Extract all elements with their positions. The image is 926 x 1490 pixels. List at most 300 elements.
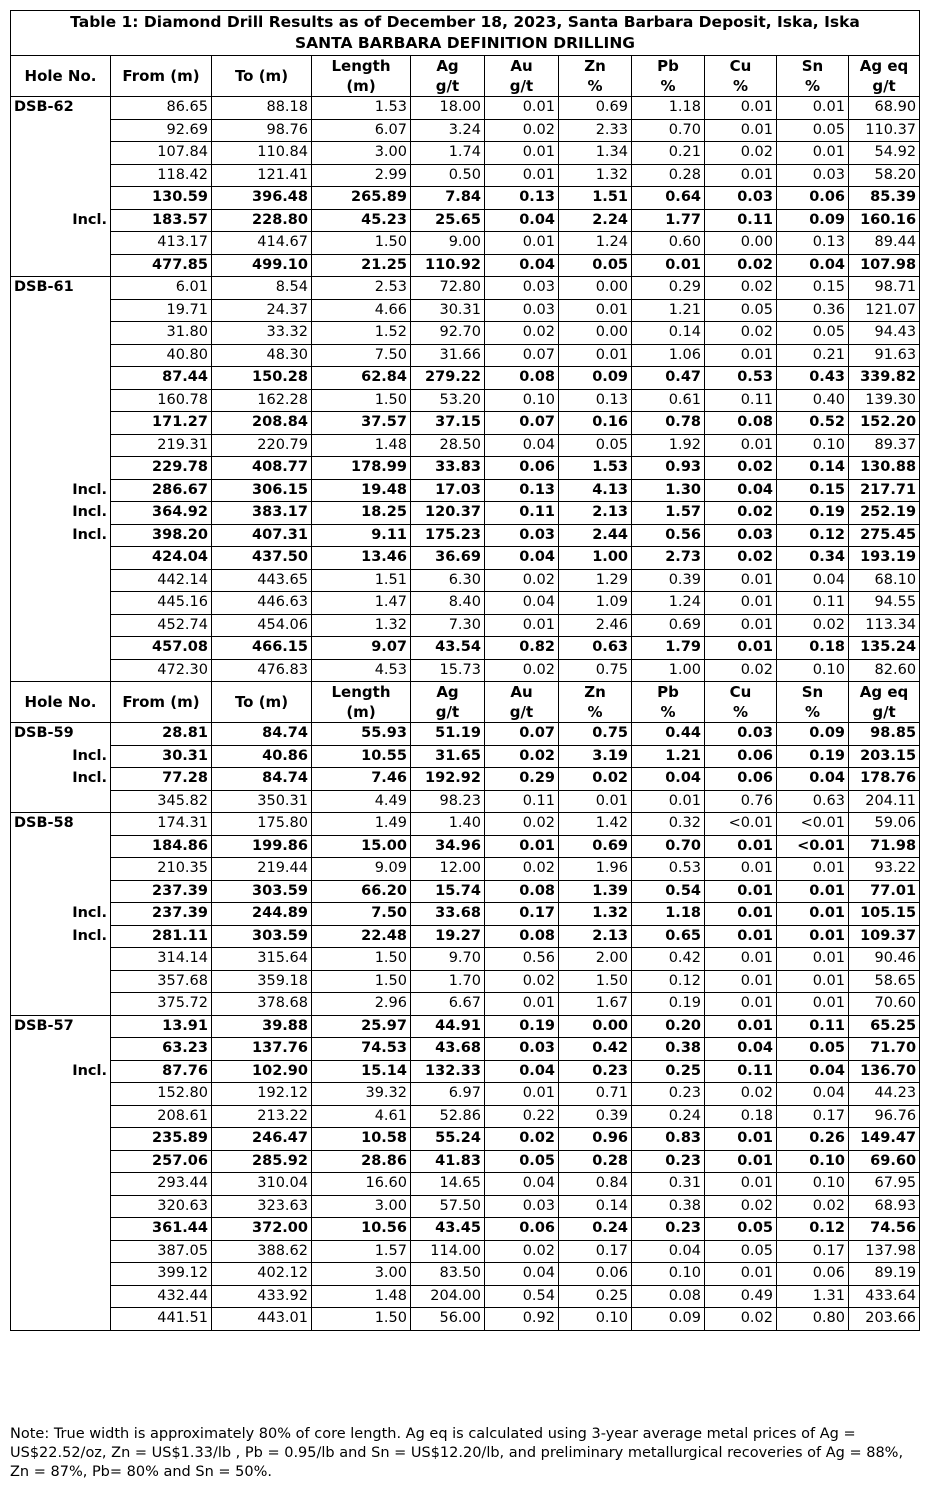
table-row xyxy=(11,569,920,592)
cu-cell: 0.05 xyxy=(705,1218,777,1241)
sn-cell: 0.03 xyxy=(777,164,849,187)
ag-eq-cell: 93.22 xyxy=(849,858,920,881)
length-cell: 1.53 xyxy=(312,97,411,120)
from-cell: 357.68 xyxy=(111,970,212,993)
hole-no-cell xyxy=(11,1263,111,1286)
zn-cell: 0.02 xyxy=(559,768,632,791)
to-cell: 244.89 xyxy=(212,903,312,926)
header-element: Sn xyxy=(777,682,849,703)
ag-eq-cell: 275.45 xyxy=(849,524,920,547)
hole-no-cell: DSB-59 xyxy=(11,723,111,746)
ag-eq-cell: 109.37 xyxy=(849,925,920,948)
from-cell: 183.57 xyxy=(111,209,212,232)
to-cell: 84.74 xyxy=(212,723,312,746)
table-row xyxy=(11,880,920,903)
pb-cell: 1.77 xyxy=(632,209,705,232)
zn-cell: 0.00 xyxy=(559,1015,632,1038)
au-cell: 0.06 xyxy=(485,1218,559,1241)
au-cell: 0.03 xyxy=(485,277,559,300)
length-cell: 4.61 xyxy=(312,1105,411,1128)
zn-cell: 0.75 xyxy=(559,659,632,682)
length-cell: 22.48 xyxy=(312,925,411,948)
header-element: Sn xyxy=(777,56,849,77)
cu-cell: 0.02 xyxy=(705,277,777,300)
cu-cell: 0.03 xyxy=(705,524,777,547)
au-cell: 0.04 xyxy=(485,1060,559,1083)
ag-cell: 1.70 xyxy=(411,970,485,993)
sn-cell: 0.21 xyxy=(777,344,849,367)
from-cell: 30.31 xyxy=(111,745,212,768)
table-row xyxy=(11,1038,920,1061)
ag-eq-cell: 54.92 xyxy=(849,142,920,165)
au-cell: 0.11 xyxy=(485,790,559,813)
au-cell: 0.07 xyxy=(485,344,559,367)
hole-no-cell xyxy=(11,232,111,255)
from-cell: 432.44 xyxy=(111,1285,212,1308)
cu-cell: 0.03 xyxy=(705,187,777,210)
zn-cell: 0.00 xyxy=(559,277,632,300)
ag-eq-cell: 217.71 xyxy=(849,479,920,502)
pb-cell: 0.93 xyxy=(632,457,705,480)
cu-cell: 0.02 xyxy=(705,322,777,345)
to-cell: 372.00 xyxy=(212,1218,312,1241)
ag-cell: 6.97 xyxy=(411,1083,485,1106)
cu-cell: 0.08 xyxy=(705,412,777,435)
table-row xyxy=(11,813,920,836)
cu-cell: 0.01 xyxy=(705,993,777,1016)
to-cell: 84.74 xyxy=(212,768,312,791)
to-cell: 121.41 xyxy=(212,164,312,187)
ag-eq-cell: 91.63 xyxy=(849,344,920,367)
header-unit: g/t xyxy=(849,702,920,723)
table-row xyxy=(11,1263,920,1286)
zn-cell: 0.42 xyxy=(559,1038,632,1061)
zn-cell: 2.46 xyxy=(559,614,632,637)
au-cell: 0.08 xyxy=(485,367,559,390)
length-cell: 265.89 xyxy=(312,187,411,210)
au-cell: 0.01 xyxy=(485,993,559,1016)
to-cell: 437.50 xyxy=(212,547,312,570)
pb-cell: 0.09 xyxy=(632,1308,705,1331)
zn-cell: 0.75 xyxy=(559,723,632,746)
hole-no-cell xyxy=(11,948,111,971)
table-row xyxy=(11,367,920,390)
to-cell: 137.76 xyxy=(212,1038,312,1061)
table-row xyxy=(11,232,920,255)
hole-no-cell xyxy=(11,993,111,1016)
au-cell: 0.08 xyxy=(485,925,559,948)
pb-cell: 0.10 xyxy=(632,1263,705,1286)
hole-no-cell xyxy=(11,389,111,412)
from-cell: 229.78 xyxy=(111,457,212,480)
au-cell: 0.04 xyxy=(485,1173,559,1196)
sn-cell: 0.34 xyxy=(777,547,849,570)
from-cell: 441.51 xyxy=(111,1308,212,1331)
cu-cell: 0.01 xyxy=(705,614,777,637)
ag-cell: 110.92 xyxy=(411,254,485,277)
header-to: To (m) xyxy=(212,56,312,97)
ag-cell: 31.65 xyxy=(411,745,485,768)
ag-eq-cell: 98.85 xyxy=(849,723,920,746)
ag-cell: 41.83 xyxy=(411,1150,485,1173)
to-cell: 192.12 xyxy=(212,1083,312,1106)
from-cell: 237.39 xyxy=(111,903,212,926)
zn-cell: 2.13 xyxy=(559,925,632,948)
header-row xyxy=(11,56,920,77)
length-cell: 66.20 xyxy=(312,880,411,903)
cu-cell: 0.01 xyxy=(705,1173,777,1196)
pb-cell: 0.42 xyxy=(632,948,705,971)
zn-cell: 0.24 xyxy=(559,1218,632,1241)
header-length xyxy=(312,56,411,97)
au-cell: 0.04 xyxy=(485,592,559,615)
cu-cell: 0.02 xyxy=(705,659,777,682)
ag-eq-cell: 135.24 xyxy=(849,637,920,660)
ag-eq-cell: 77.01 xyxy=(849,880,920,903)
hole-no-cell: Incl. xyxy=(11,925,111,948)
zn-cell: 1.39 xyxy=(559,880,632,903)
table-row xyxy=(11,479,920,502)
table-row xyxy=(11,322,920,345)
sn-cell: 0.17 xyxy=(777,1240,849,1263)
ag-cell: 7.30 xyxy=(411,614,485,637)
hole-no-cell xyxy=(11,569,111,592)
au-cell: 0.05 xyxy=(485,1150,559,1173)
header-from: From (m) xyxy=(111,682,212,723)
au-cell: 0.02 xyxy=(485,1128,559,1151)
table-row xyxy=(11,1015,920,1038)
zn-cell: 1.32 xyxy=(559,164,632,187)
sn-cell: 0.05 xyxy=(777,1038,849,1061)
pb-cell: 0.38 xyxy=(632,1195,705,1218)
to-cell: 8.54 xyxy=(212,277,312,300)
ag-cell: 98.23 xyxy=(411,790,485,813)
pb-cell: 0.04 xyxy=(632,1240,705,1263)
hole-no-cell xyxy=(11,1150,111,1173)
pb-cell: 0.38 xyxy=(632,1038,705,1061)
to-cell: 350.31 xyxy=(212,790,312,813)
drill-results-table-container xyxy=(10,10,919,1331)
length-cell: 1.32 xyxy=(312,614,411,637)
header-unit: % xyxy=(705,702,777,723)
to-cell: 443.65 xyxy=(212,569,312,592)
zn-cell: 0.69 xyxy=(559,97,632,120)
zn-cell: 0.01 xyxy=(559,790,632,813)
pb-cell: 0.65 xyxy=(632,925,705,948)
length-cell: 4.49 xyxy=(312,790,411,813)
pb-cell: 0.31 xyxy=(632,1173,705,1196)
sn-cell: 0.19 xyxy=(777,502,849,525)
sn-cell: 0.05 xyxy=(777,119,849,142)
from-cell: 375.72 xyxy=(111,993,212,1016)
header-element: Cu xyxy=(705,682,777,703)
zn-cell: 2.00 xyxy=(559,948,632,971)
from-cell: 31.80 xyxy=(111,322,212,345)
au-cell: 0.56 xyxy=(485,948,559,971)
header-element: Zn xyxy=(559,682,632,703)
pb-cell: 1.21 xyxy=(632,745,705,768)
length-cell: 39.32 xyxy=(312,1083,411,1106)
au-cell: 0.07 xyxy=(485,723,559,746)
table-row xyxy=(11,858,920,881)
header-element: Ag eq xyxy=(849,682,920,703)
length-cell: 4.66 xyxy=(312,299,411,322)
pb-cell: 1.24 xyxy=(632,592,705,615)
au-cell: 0.07 xyxy=(485,412,559,435)
sn-cell: 0.06 xyxy=(777,187,849,210)
pb-cell: 1.92 xyxy=(632,434,705,457)
length-cell: 19.48 xyxy=(312,479,411,502)
header-element: Au xyxy=(485,682,559,703)
hole-no-cell xyxy=(11,367,111,390)
pb-cell: 0.24 xyxy=(632,1105,705,1128)
sn-cell: 0.13 xyxy=(777,232,849,255)
from-cell: 361.44 xyxy=(111,1218,212,1241)
ag-eq-cell: 96.76 xyxy=(849,1105,920,1128)
ag-cell: 53.20 xyxy=(411,389,485,412)
cu-cell: 0.02 xyxy=(705,457,777,480)
cu-cell: 0.01 xyxy=(705,880,777,903)
ag-eq-cell: 58.65 xyxy=(849,970,920,993)
from-cell: 87.76 xyxy=(111,1060,212,1083)
from-cell: 286.67 xyxy=(111,479,212,502)
header-element: Zn xyxy=(559,56,632,77)
from-cell: 442.14 xyxy=(111,569,212,592)
ag-cell: 33.68 xyxy=(411,903,485,926)
ag-cell: 92.70 xyxy=(411,322,485,345)
hole-no-cell: DSB-57 xyxy=(11,1015,111,1038)
hole-no-cell: Incl. xyxy=(11,502,111,525)
au-cell: 0.03 xyxy=(485,1038,559,1061)
to-cell: 102.90 xyxy=(212,1060,312,1083)
hole-no-cell xyxy=(11,1173,111,1196)
ag-eq-cell: 71.70 xyxy=(849,1038,920,1061)
ag-eq-cell: 105.15 xyxy=(849,903,920,926)
hole-no-cell xyxy=(11,119,111,142)
au-cell: 0.19 xyxy=(485,1015,559,1038)
from-cell: 445.16 xyxy=(111,592,212,615)
table-title-line2: SANTA BARBARA DEFINITION DRILLING xyxy=(295,34,636,52)
sn-cell: <0.01 xyxy=(777,835,849,858)
table-row xyxy=(11,457,920,480)
cu-cell: 0.01 xyxy=(705,119,777,142)
from-cell: 40.80 xyxy=(111,344,212,367)
ag-cell: 34.96 xyxy=(411,835,485,858)
ag-eq-cell: 44.23 xyxy=(849,1083,920,1106)
hole-no-cell: Incl. xyxy=(11,903,111,926)
to-cell: 414.67 xyxy=(212,232,312,255)
from-cell: 399.12 xyxy=(111,1263,212,1286)
ag-cell: 52.86 xyxy=(411,1105,485,1128)
table-row xyxy=(11,119,920,142)
to-cell: 285.92 xyxy=(212,1150,312,1173)
header-element: Au xyxy=(485,56,559,77)
pb-cell: 0.53 xyxy=(632,858,705,881)
zn-cell: 0.01 xyxy=(559,299,632,322)
cu-cell: 0.01 xyxy=(705,858,777,881)
au-cell: 0.04 xyxy=(485,254,559,277)
ag-eq-cell: 139.30 xyxy=(849,389,920,412)
hole-no-cell xyxy=(11,1240,111,1263)
hole-no-cell xyxy=(11,637,111,660)
length-cell: 9.11 xyxy=(312,524,411,547)
hole-no-cell xyxy=(11,835,111,858)
to-cell: 315.64 xyxy=(212,948,312,971)
sn-cell: 0.18 xyxy=(777,637,849,660)
ag-cell: 72.80 xyxy=(411,277,485,300)
cu-cell: <0.01 xyxy=(705,813,777,836)
sn-cell: 0.01 xyxy=(777,142,849,165)
to-cell: 39.88 xyxy=(212,1015,312,1038)
length-cell: 25.97 xyxy=(312,1015,411,1038)
to-cell: 162.28 xyxy=(212,389,312,412)
ag-cell: 7.84 xyxy=(411,187,485,210)
hole-no-cell: Incl. xyxy=(11,1060,111,1083)
cu-cell: 0.01 xyxy=(705,344,777,367)
pb-cell: 1.18 xyxy=(632,97,705,120)
length-cell: 62.84 xyxy=(312,367,411,390)
table-row xyxy=(11,97,920,120)
zn-cell: 0.10 xyxy=(559,1308,632,1331)
ag-eq-cell: 252.19 xyxy=(849,502,920,525)
from-cell: 424.04 xyxy=(111,547,212,570)
from-cell: 160.78 xyxy=(111,389,212,412)
length-cell: 1.47 xyxy=(312,592,411,615)
au-cell: 0.82 xyxy=(485,637,559,660)
ag-cell: 279.22 xyxy=(411,367,485,390)
ag-eq-cell: 58.20 xyxy=(849,164,920,187)
ag-eq-cell: 67.95 xyxy=(849,1173,920,1196)
from-cell: 92.69 xyxy=(111,119,212,142)
sn-cell: 0.02 xyxy=(777,1195,849,1218)
ag-cell: 44.91 xyxy=(411,1015,485,1038)
hole-no-cell xyxy=(11,254,111,277)
ag-cell: 1.74 xyxy=(411,142,485,165)
au-cell: 0.04 xyxy=(485,434,559,457)
to-cell: 446.63 xyxy=(212,592,312,615)
from-cell: 6.01 xyxy=(111,277,212,300)
ag-cell: 57.50 xyxy=(411,1195,485,1218)
to-cell: 40.86 xyxy=(212,745,312,768)
sn-cell: 0.01 xyxy=(777,970,849,993)
pb-cell: 0.19 xyxy=(632,993,705,1016)
pb-cell: 0.32 xyxy=(632,813,705,836)
hole-no-cell xyxy=(11,299,111,322)
header-unit: g/t xyxy=(485,76,559,97)
zn-cell: 0.14 xyxy=(559,1195,632,1218)
from-cell: 208.61 xyxy=(111,1105,212,1128)
zn-cell: 2.44 xyxy=(559,524,632,547)
from-cell: 152.80 xyxy=(111,1083,212,1106)
table-row xyxy=(11,970,920,993)
au-cell: 0.22 xyxy=(485,1105,559,1128)
zn-cell: 0.63 xyxy=(559,637,632,660)
to-cell: 402.12 xyxy=(212,1263,312,1286)
length-cell: 37.57 xyxy=(312,412,411,435)
length-cell: 9.07 xyxy=(312,637,411,660)
au-cell: 0.02 xyxy=(485,659,559,682)
sn-cell: 0.63 xyxy=(777,790,849,813)
sn-cell: 0.10 xyxy=(777,434,849,457)
to-cell: 388.62 xyxy=(212,1240,312,1263)
au-cell: 0.02 xyxy=(485,745,559,768)
ag-eq-cell: 136.70 xyxy=(849,1060,920,1083)
pb-cell: 0.70 xyxy=(632,835,705,858)
header-unit: % xyxy=(559,702,632,723)
ag-eq-cell: 94.43 xyxy=(849,322,920,345)
au-cell: 0.01 xyxy=(485,97,559,120)
table-row xyxy=(11,1083,920,1106)
cu-cell: 0.05 xyxy=(705,1240,777,1263)
to-cell: 396.48 xyxy=(212,187,312,210)
cu-cell: 0.02 xyxy=(705,547,777,570)
sn-cell: 0.01 xyxy=(777,993,849,1016)
length-cell: 16.60 xyxy=(312,1173,411,1196)
sn-cell: 0.01 xyxy=(777,880,849,903)
hole-no-cell xyxy=(11,1285,111,1308)
sn-cell: 0.11 xyxy=(777,592,849,615)
zn-cell: 0.69 xyxy=(559,835,632,858)
pb-cell: 0.60 xyxy=(632,232,705,255)
ag-cell: 8.40 xyxy=(411,592,485,615)
header-unit: % xyxy=(559,76,632,97)
hole-no-cell xyxy=(11,880,111,903)
au-cell: 0.11 xyxy=(485,502,559,525)
au-cell: 0.54 xyxy=(485,1285,559,1308)
table-row xyxy=(11,745,920,768)
cu-cell: 0.11 xyxy=(705,1060,777,1083)
length-cell: 2.96 xyxy=(312,993,411,1016)
to-cell: 359.18 xyxy=(212,970,312,993)
pb-cell: 1.06 xyxy=(632,344,705,367)
from-cell: 314.14 xyxy=(111,948,212,971)
au-cell: 0.01 xyxy=(485,1083,559,1106)
to-cell: 303.59 xyxy=(212,925,312,948)
length-cell: 4.53 xyxy=(312,659,411,682)
to-cell: 378.68 xyxy=(212,993,312,1016)
ag-cell: 204.00 xyxy=(411,1285,485,1308)
length-cell: 21.25 xyxy=(312,254,411,277)
from-cell: 345.82 xyxy=(111,790,212,813)
ag-cell: 132.33 xyxy=(411,1060,485,1083)
to-cell: 306.15 xyxy=(212,479,312,502)
ag-eq-cell: 137.98 xyxy=(849,1240,920,1263)
length-cell: 45.23 xyxy=(312,209,411,232)
to-cell: 310.04 xyxy=(212,1173,312,1196)
hole-no-cell: Incl. xyxy=(11,745,111,768)
au-cell: 0.02 xyxy=(485,970,559,993)
ag-eq-cell: 110.37 xyxy=(849,119,920,142)
length-cell: 1.48 xyxy=(312,1285,411,1308)
au-cell: 0.06 xyxy=(485,457,559,480)
table-row xyxy=(11,209,920,232)
pb-cell: 0.28 xyxy=(632,164,705,187)
ag-cell: 15.74 xyxy=(411,880,485,903)
ag-eq-cell: 74.56 xyxy=(849,1218,920,1241)
zn-cell: 0.05 xyxy=(559,254,632,277)
zn-cell: 1.42 xyxy=(559,813,632,836)
to-cell: 208.84 xyxy=(212,412,312,435)
ag-cell: 3.24 xyxy=(411,119,485,142)
length-cell: 1.49 xyxy=(312,813,411,836)
table-row xyxy=(11,592,920,615)
ag-cell: 0.50 xyxy=(411,164,485,187)
pb-cell: 0.14 xyxy=(632,322,705,345)
pb-cell: 0.23 xyxy=(632,1083,705,1106)
to-cell: 433.92 xyxy=(212,1285,312,1308)
drill-results-table xyxy=(10,10,920,1331)
zn-cell: 0.71 xyxy=(559,1083,632,1106)
